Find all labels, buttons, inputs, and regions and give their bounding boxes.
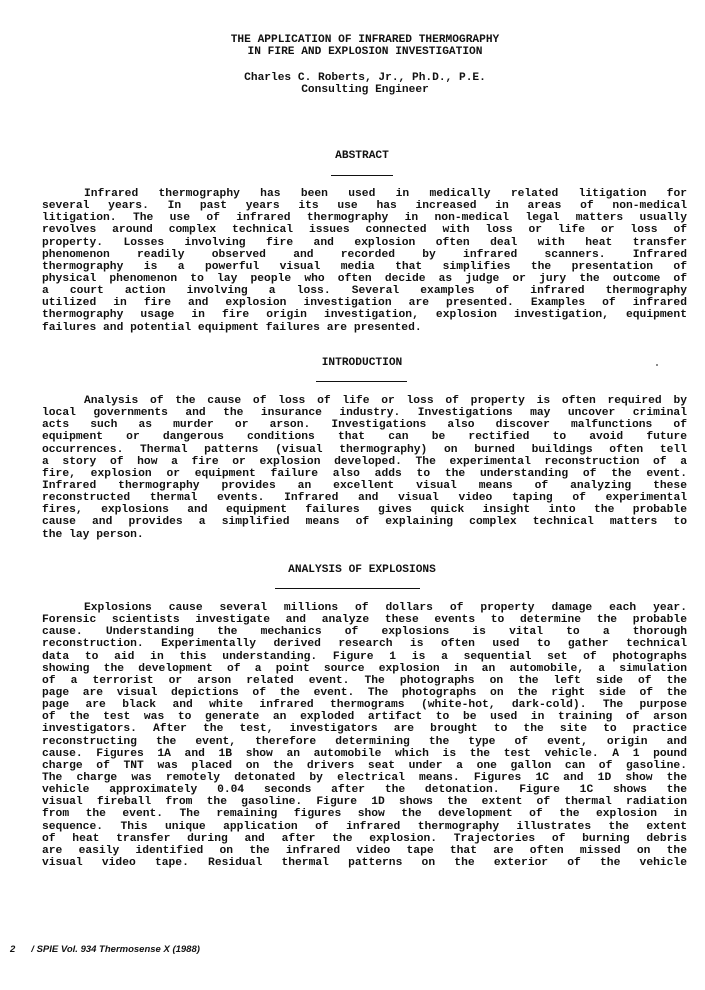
analysis-text-line: data to aid in this understanding. Figure 1 is a sequential set of photographs: [42, 650, 687, 663]
abstract-text-line: utilized in fire and explosion investigation are presented. Examples of infrared: [42, 297, 687, 310]
analysis-text-line: Forensic scientists investigate and analyze these events to determine the probable: [42, 614, 687, 627]
abstract-text-line: Infrared thermography has been used in medically related litigation for: [84, 188, 687, 200]
abstract-text-line: several years. In past years its use has increased in areas of non-medical: [42, 200, 687, 213]
introduction-text-line: fire, explosion or equipment failure also adds to the understanding of the event.: [42, 467, 687, 480]
analysis-text-line: sequence. This unique application of infrared thermography illustrates the extent: [42, 820, 687, 833]
analysis-text-line: investigators. After the test, investigators are brought to the site to practice: [42, 723, 687, 736]
introduction-text-line: Infrared thermography provides an excellent visual means of analyzing these: [42, 479, 687, 492]
analysis-text-line: showing the development of a point source explosion in an automobile, a simulation: [42, 662, 687, 675]
introduction-text-line: Analysis of the cause of loss of life or loss of property is often required by: [84, 395, 687, 407]
introduction-text-line: occurrences. Thermal patterns (visual thermography) on burned buildings often tell: [42, 443, 687, 456]
analysis-paragraph: [42, 602, 687, 869]
paper-title-line-2: IN FIRE AND EXPLOSION INVESTIGATION: [247, 46, 483, 58]
analysis-text-line: from the event. The remaining figures show the development of the explosion in: [42, 808, 687, 821]
abstract-text-line: physical phenomenon to lay people who often decide as judge or jury the outcome of: [42, 272, 687, 285]
page-footer: [10, 944, 200, 955]
analysis-text-line: of heat transfer during and after the explosion. Trajectories of burning debris: [42, 832, 687, 845]
introduction-text-line: acts such as murder or arson. Investigations also discover malfunctions of: [42, 419, 687, 432]
analysis-text-line: cause. Understanding the mechanics of explosions is vital to a thorough: [42, 626, 687, 639]
paper-title-line-1: THE APPLICATION OF INFRARED THERMOGRAPHY: [230, 34, 500, 46]
author-name: Charles C. Roberts, Jr., Ph.D., P.E.: [244, 72, 486, 84]
analysis-text-line: are easily identified on the infrared video tape that are often missed on the: [42, 844, 687, 857]
analysis-text-line: Explosions cause several millions of dollars of property damage each year.: [84, 602, 687, 614]
analysis-text-line: of the test was to generate an exploded artifact to be used in training of arson: [42, 711, 687, 724]
introduction-heading: INTRODUCTION: [321, 357, 403, 369]
page-number: 2: [10, 944, 16, 955]
introduction-text-line: local governments and the insurance industry. Investigations may uncover criminal: [42, 407, 687, 420]
abstract-text-line: property. Losses involving fire and explosion often deal with heat transfer: [42, 236, 687, 249]
introduction-text-line: fires, explosions and equipment failures gives quick insight into the probable: [42, 504, 687, 517]
introduction-paragraph: [42, 395, 687, 541]
introduction-text-line: cause and provides a simplified means of explaining complex technical matters to: [42, 516, 687, 529]
analysis-text-line: reconstruction. Experimentally derived research is often used to gather technical: [42, 638, 687, 651]
abstract-heading-underline: [331, 175, 393, 176]
abstract-heading: ABSTRACT: [335, 150, 389, 162]
introduction-text-line: reconstructed thermal events. Infrared and visual video taping of experimental: [42, 492, 687, 505]
analysis-text-line: reconstructing the event, therefore determining the type of event, origin and: [42, 735, 687, 748]
analysis-heading: ANALYSIS OF EXPLOSIONS: [288, 564, 436, 576]
abstract-text-line: thermography usage in fire origin investigation, explosion investigation, equipment: [42, 309, 687, 322]
analysis-text-line: The charge was remotely detonated by electrical means. Figures 1C and 1D show the: [42, 771, 687, 784]
abstract-text-line: phenomenon readily observed and recorded by infrared scanners. Infrared: [42, 248, 687, 261]
journal-citation: / SPIE Vol. 934 Thermosense X (1988): [31, 944, 200, 955]
introduction-text-line: equipment or dangerous conditions that can be rectified to avoid future: [42, 431, 687, 444]
introduction-heading-underline: [316, 381, 407, 382]
analysis-text-line: cause. Figures 1A and 1B show an automobile which is the test vehicle. A 1 pound: [42, 747, 687, 760]
abstract-text-line: failures and potential equipment failures are presented.: [42, 321, 422, 334]
abstract-paragraph: [42, 188, 687, 334]
abstract-text-line: revolves around complex technical issues connected with loss or life or loss of: [42, 224, 687, 237]
analysis-text-line: visual video tape. Residual thermal patterns on the exterior of the vehicle: [42, 856, 687, 869]
scan-speck: [656, 364, 658, 366]
abstract-text-line: litigation. The use of infrared thermography in non-medical legal matters usually: [42, 212, 687, 225]
analysis-text-line: charge of TNT was placed on the drivers seat under a one gallon can of gasoline.: [42, 759, 687, 772]
abstract-text-line: thermography is a powerful visual media that simplifies the presentation of: [42, 260, 687, 273]
analysis-heading-underline: [275, 588, 420, 589]
analysis-text-line: page are black and white infrared thermograms (white-hot, dark-cold). The purpose: [42, 699, 687, 712]
analysis-text-line: page are visual depictions of the event. The photographs on the right side of the: [42, 686, 687, 699]
analysis-text-line: vehicle approximately 0.04 seconds after the detonation. Figure 1C shows the: [42, 784, 687, 797]
introduction-text-line: a story of how a fire or explosion developed. The experimental reconstruction of a: [42, 455, 687, 468]
analysis-text-line: of a terrorist or arson related event. The photographs on the left side of the: [42, 674, 687, 687]
introduction-text-line: the lay person.: [42, 528, 144, 541]
author-affiliation: Consulting Engineer: [301, 84, 429, 96]
analysis-text-line: visual fireball from the gasoline. Figure 1D shows the extent of thermal radiation: [42, 796, 687, 809]
abstract-text-line: a court action involving a loss. Several examples of infrared thermography: [42, 285, 687, 298]
